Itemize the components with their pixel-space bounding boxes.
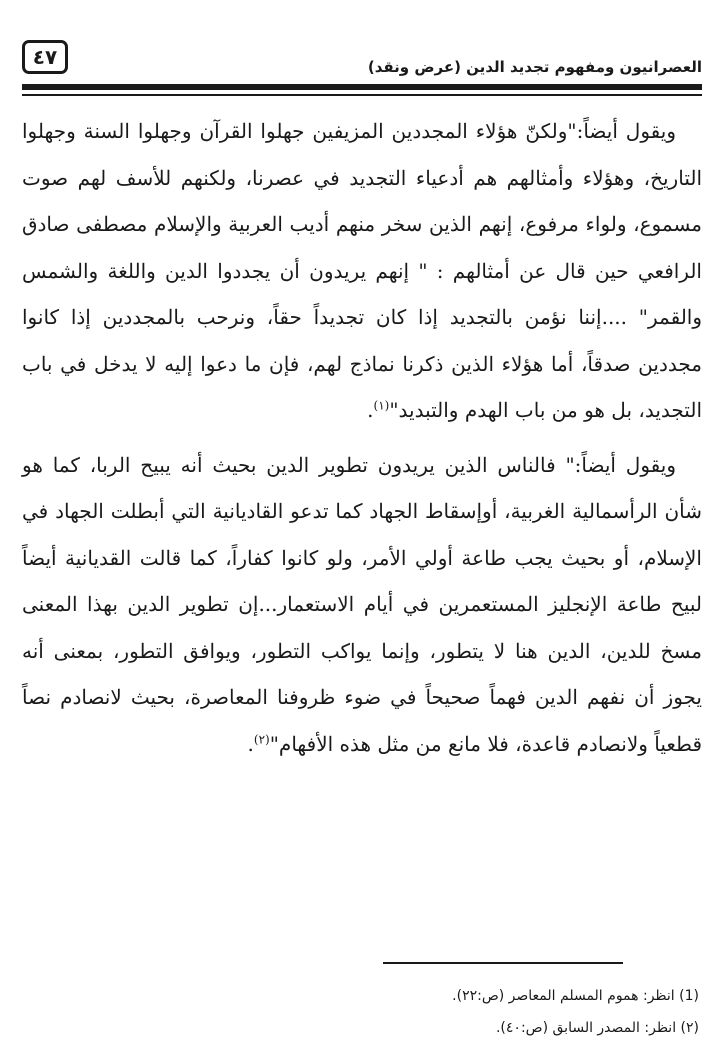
body-text	[22, 108, 702, 775]
running-title: العصرانيون ومفهوم تجديد الدين (عرض ونقد)	[367, 58, 702, 76]
header-rule-thick	[22, 84, 702, 90]
footnote: (٢) انظر: المصدر السابق (ص:٤٠).	[495, 1020, 699, 1036]
paragraph	[22, 108, 702, 434]
paragraph-text: ويقول أيضاً:" فالناس الذين يريدون تطوير الدين بحيث أنه يبيح الربا، كما هو شأن الرأسمالية الغربية، أوإسقاط الجهاد كما تدعو القاديانية التي أبطلت الجهاد في الإسلام، أو بحيث يجب طاعة أولي الأمر، ولو كانوا كفاراً، كما قالت القديانية أيضاً لبيح طاعة الإنجليز المستعمرين في أيام الاستعمار...إن تطوير الدين بهذا المعنى مسخ للدين، الدين هنا لا يتطور، وإنما يواكب التطور، ويوافق التطور، بمعنى أنه يجوز أن نفهم الدين فهماً صحيحاً في ضوء ظروفنا المعاصرة، بحيث لانصادم نصاً قطعياً ولانصادم قاعدة، فلا مانع من مثل هذه الأفهام"	[22, 452, 702, 756]
page-number: ٤٧	[22, 40, 68, 74]
paragraph-end: .	[367, 398, 374, 422]
paragraph	[22, 442, 702, 768]
footnotes	[299, 980, 699, 1044]
paragraph-text: ويقول أيضاً:"ولكنّ هؤلاء المجددين المزيفين جهلوا القرآن وجهلوا السنة وجهلوا التاريخ، وهؤلاء وأمثالهم هم أدعياء التجديد في عصرنا، ولكنهم للأسف لهم صوت مسموع، ولواء مرفوع، إنهم الذين سخر منهم أديب العربية والإسلام مصطفى صادق الرافعي حين قال عن أمثالهم : " إنهم يريدون أن يجددوا الدين واللغة والشمس والقمر" ....إننا نؤمن بالتجديد إذا كان تجديداً حقاً، ونرحب بالمجددين إذا كانوا مجددين صدقاً، أما هؤلاء الذين ذكرنا نماذج لهم، فإن ما دعوا إليه لا يدخل في باب التجديد، بل هو من باب الهدم والتبديد"	[22, 119, 702, 422]
page-header	[22, 40, 702, 80]
header-rule-thin	[22, 94, 702, 96]
footnote: (1) انظر: هموم المسلم المعاصر (ص:٢٢).	[452, 988, 699, 1004]
paragraph-end: .	[247, 731, 254, 756]
footnote-reference: (١)	[373, 398, 390, 413]
footnote-separator	[383, 962, 623, 964]
footnote-reference: (٢)	[253, 731, 270, 746]
